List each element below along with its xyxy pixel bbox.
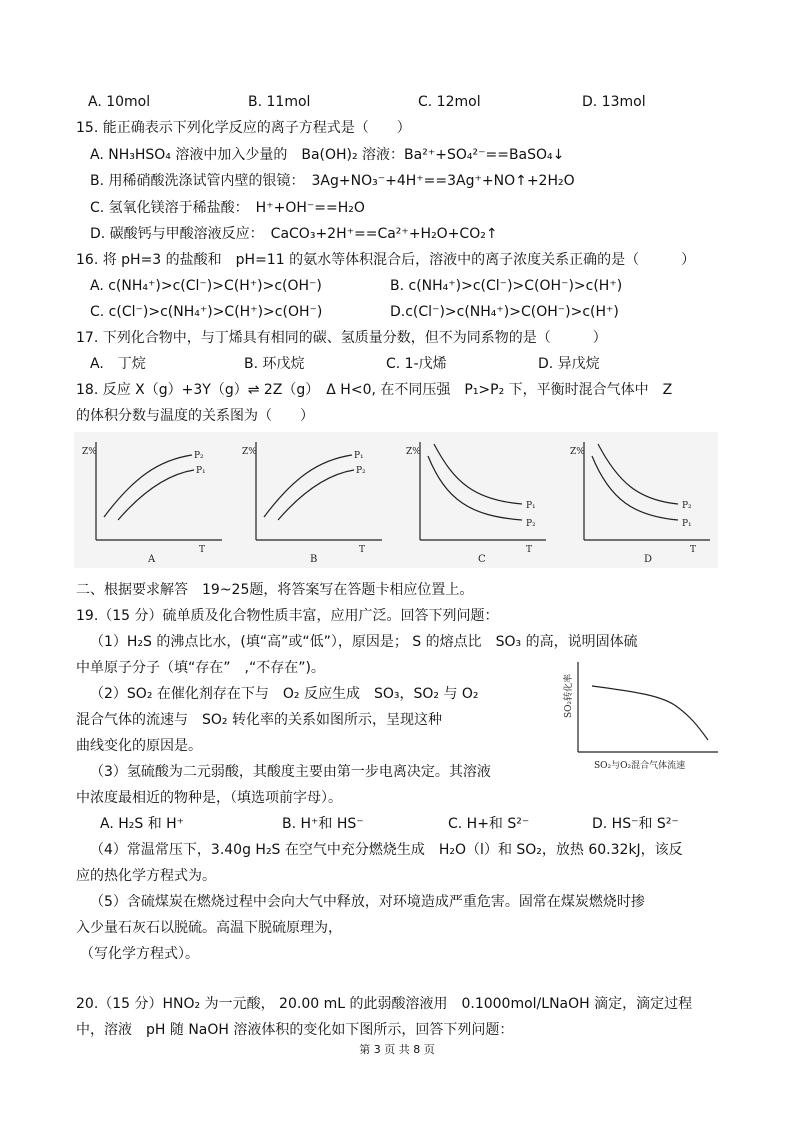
graph-b-upper-label: P₁ xyxy=(354,451,364,461)
q14-option-a: A. 10mol xyxy=(88,94,151,110)
q18-line2: 的体积分数与温度的关系图为（ ） xyxy=(76,408,314,424)
q19-part3-option-b: B. H⁺和 HS⁻ xyxy=(282,816,364,832)
so2-chart-xlabel: SO₂与O₂混合气体流速 xyxy=(594,761,686,771)
q19-part3-option-a: A. H₂S 和 H⁺ xyxy=(100,816,185,832)
q17-option-c: C. 1-戊烯 xyxy=(386,356,447,372)
graph-a-xlabel: T xyxy=(199,545,206,555)
graph-d-caption: D xyxy=(644,554,653,565)
q19-part3-option-c: C. H+和 S²⁻ xyxy=(448,816,530,832)
graph-b-ylabel: Z% xyxy=(242,447,257,457)
graph-d-xlabel: T xyxy=(690,545,697,555)
q16-option-d: D.c(Cl⁻)>c(NH₄⁺)>C(OH⁻)>c(H⁺) xyxy=(390,304,619,320)
q19-part3-line1: （3）氢硫酸为二元弱酸，其酸度主要由第一步电离决定。其溶液 xyxy=(90,764,491,780)
q18-graph-d xyxy=(558,432,718,568)
q14-option-d: D. 13mol xyxy=(582,94,646,110)
graph-a-caption: A xyxy=(148,554,156,565)
q19-part3-line2: 中浓度最相近的物种是，（填选项前字母）。 xyxy=(76,790,342,806)
q19-part2-line1: （2）SO₂ 在催化剂存在下与 O₂ 反应生成 SO₃，SO₂ 与 O₂ xyxy=(90,686,479,702)
so2-chart-ylabel: SO₂转化率 xyxy=(564,673,574,718)
q16-option-b: B. c(NH₄⁺)>c(Cl⁻)>C(OH⁻)>c(H⁺) xyxy=(390,278,623,294)
q14-option-c: C. 12mol xyxy=(418,94,481,110)
q14-option-b: B. 11mol xyxy=(248,94,311,110)
q16-option-a: A. c(NH₄⁺)>c(Cl⁻)>C(H⁺)>c(OH⁻) xyxy=(90,278,322,294)
graph-a-lower-label: P₁ xyxy=(196,466,206,476)
q18-graph-c xyxy=(394,432,554,568)
q19-part2-line3: 曲线变化的原因是。 xyxy=(76,738,202,754)
q20-line1: 20.（15 分）HNO₂ 为一元酸， 20.00 mL 的此弱酸溶液用 0.1000mol/LNaOH 滴定，滴定过程 xyxy=(76,996,693,1012)
graph-d-ylabel: Z% xyxy=(570,447,585,457)
graph-b-caption: B xyxy=(310,554,318,565)
q19-part2-line2: 混合气体的流速与 SO₂ 转化率的关系如图所示，呈现这种 xyxy=(76,712,442,728)
q15-option-a: A. NH₃HSO₄ 溶液中加入少量的 Ba(OH)₂ 溶液：Ba²⁺+SO₄²⁻==BaSO₄↓ xyxy=(90,147,565,163)
graph-a-ylabel: Z% xyxy=(82,447,97,457)
q16-option-c: C. c(Cl⁻)>c(NH₄⁺)>C(H⁺)>c(OH⁻) xyxy=(90,304,323,320)
graph-c-caption: C xyxy=(478,554,486,565)
q18-graph-b xyxy=(234,432,394,568)
q18-line1: 18. 反应 X（g）+3Y（g）⇌ 2Z（g） Δ H<0, 在不同压强 P₁>P₂ 下，平衡时混合气体中 Z xyxy=(76,382,673,398)
q15-option-d: D. 碳酸钙与甲酸溶液反应： CaCO₃+2H⁺==Ca²⁺+H₂O+CO₂↑ xyxy=(90,226,498,242)
section2-heading: 二、根据要求解答 19~25题，将答案写在答题卡相应位置上。 xyxy=(76,582,474,598)
q19-part1-line2: 中单原子分子（填“存在” ,“不存在”)。 xyxy=(76,660,325,676)
graph-a-upper-label: P₂ xyxy=(194,451,204,461)
q18-graph-a xyxy=(74,432,234,568)
q19-part4-line2: 应的热化学方程式为。 xyxy=(76,868,216,884)
q19-part5-line3: （写化学方程式）。 xyxy=(80,946,199,962)
q17-stem: 17. 下列化合物中，与丁烯具有相同的碳、氢质量分数，但不为同系物的是（ ） xyxy=(76,330,607,346)
graph-d-upper-label: P₂ xyxy=(682,501,692,511)
q19-part3-option-d: D. HS⁻和 S²⁻ xyxy=(592,816,679,832)
q17-option-d: D. 异戊烷 xyxy=(538,356,600,372)
so2-conversion-chart xyxy=(558,658,726,776)
q15-option-b: B. 用稀硝酸洗涤试管内壁的银镜： 3Ag+NO₃⁻+4H⁺==3Ag⁺+NO↑+2H₂O xyxy=(90,173,575,189)
graph-d-lower-label: P₁ xyxy=(682,519,692,529)
q17-option-b: B. 环戊烷 xyxy=(244,356,305,372)
q19-part5-line1: （5）含硫煤炭在燃烧过程中会向大气中释放，对环境造成严重危害。固常在煤炭燃烧时掺 xyxy=(90,894,645,910)
q19-part5-line2: 入少量石灰石以脱硫。高温下脱硫原理为， xyxy=(76,920,342,936)
graph-b-lower-label: P₂ xyxy=(356,466,366,476)
graph-b-xlabel: T xyxy=(359,545,366,555)
graph-c-upper-label: P₁ xyxy=(526,501,536,511)
q19-stem: 19.（15 分）硫单质及化合物性质丰富，应用广泛。回答下列问题： xyxy=(76,608,499,624)
q19-part1-line1: （1）H₂S 的沸点比水，(填“高”或“低”），原因是； S 的熔点比 SO₃ 的高，说明固体硫 xyxy=(90,634,638,650)
q19-part4-line1: （4）常温常压下，3.40g H₂S 在空气中充分燃烧生成 H₂O（l）和 SO₂，放热 60.32kJ，该反 xyxy=(90,842,683,858)
q18-graph-panel xyxy=(74,432,718,568)
q20-line2: 中，溶液 pH 随 NaOH 溶液体积的变化如下图所示，回答下列问题： xyxy=(76,1022,514,1038)
graph-c-ylabel: Z% xyxy=(406,447,421,457)
graph-c-xlabel: T xyxy=(526,545,533,555)
q17-option-a: A. 丁烷 xyxy=(90,356,146,372)
q16-stem: 16. 将 pH=3 的盐酸和 pH=11 的氨水等体积混合后，溶液中的离子浓度关系正确的是（ ） xyxy=(76,252,696,268)
q15-stem: 15. 能正确表示下列化学反应的离子方程式是（ ） xyxy=(76,120,411,136)
graph-c-lower-label: P₂ xyxy=(526,519,536,529)
q15-option-c: C. 氢氧化镁溶于稀盐酸： H⁺+OH⁻==H₂O xyxy=(90,200,365,216)
page-footer: 第 3 页 共 8 页 xyxy=(359,1043,435,1056)
